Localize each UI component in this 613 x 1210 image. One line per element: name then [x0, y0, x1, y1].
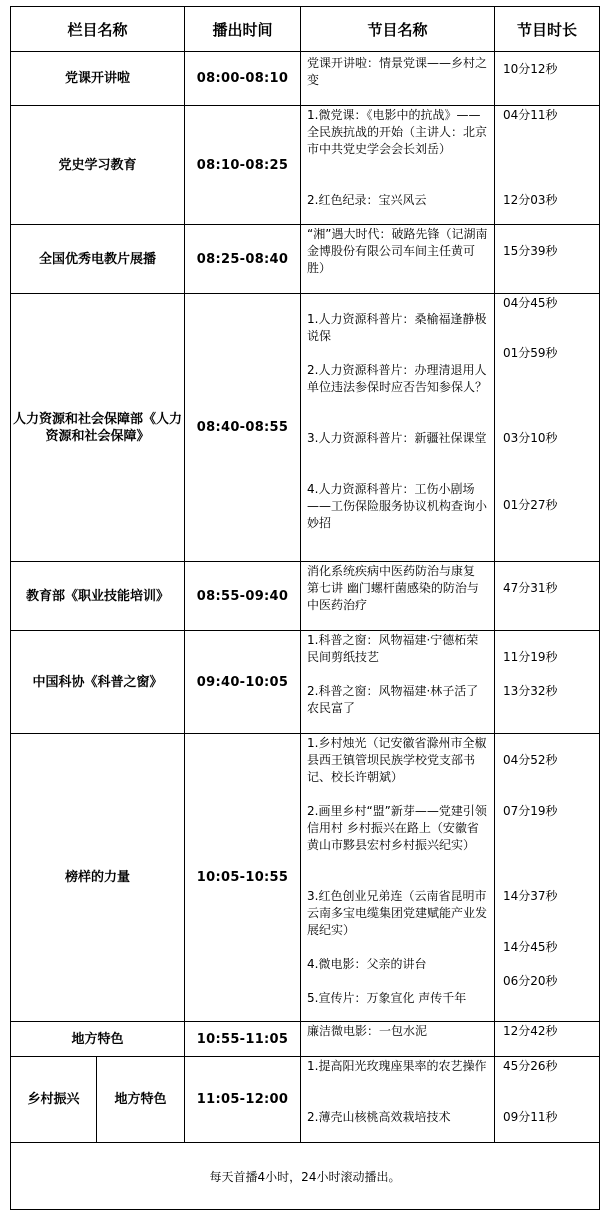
header-row	[11, 7, 600, 52]
program-cell	[301, 52, 495, 106]
program-name: 5.宣传片：万象宣化 声传千年	[307, 991, 467, 1005]
duration-cell	[495, 225, 600, 294]
program-name: 1.提高阳光玫瑰座果率的农艺操作	[307, 1059, 487, 1073]
program-duration: 45分26秒	[503, 1059, 558, 1073]
table-row	[11, 294, 600, 562]
program-duration: 03分10秒	[503, 431, 558, 445]
header-column-name: 栏目名称	[11, 7, 185, 52]
program-name: 2.红色纪录：宝兴风云	[307, 193, 427, 207]
program-cell	[301, 1057, 495, 1143]
air-time: 08:40-08:55	[185, 294, 301, 562]
program-name: 2.薄壳山核桃高效栽培技术	[307, 1110, 451, 1124]
program-cell	[301, 294, 495, 562]
air-time: 10:55-11:05	[185, 1022, 301, 1057]
program-duration: 01分59秒	[503, 346, 558, 360]
column-name: 教育部《职业技能培训》	[11, 562, 185, 631]
program-name: 1.科普之窗：风物福建·宁德柘荣民间剪纸技艺	[307, 633, 479, 664]
program-duration: 06分20秒	[503, 974, 558, 988]
column-name: 党课开讲啦	[11, 52, 185, 106]
air-time: 08:10-08:25	[185, 106, 301, 225]
program-name: 2.科普之窗：风物福建·林子活了 农民富了	[307, 684, 479, 715]
duration-cell	[495, 734, 600, 1022]
program-name: 2.画里乡村“盟”新芽——党建引领信用村 乡村振兴在路上（安徽省黄山市黟县宏村乡村振兴纪实）	[307, 804, 487, 852]
program-name: 1.乡村烛光（记安徽省滁州市全椒县西王镇管坝民族学校党支部书记、校长许朝斌）	[307, 736, 487, 784]
column-name: 乡村振兴	[11, 1057, 97, 1143]
footer-note: 每天首播4小时，24小时滚动播出。	[11, 1143, 600, 1210]
air-time: 08:25-08:40	[185, 225, 301, 294]
program-cell	[301, 1022, 495, 1057]
air-time: 11:05-12:00	[185, 1057, 301, 1143]
table-row	[11, 734, 600, 1022]
program-duration: 13分32秒	[503, 684, 558, 698]
program-duration: 10分12秒	[503, 62, 558, 76]
program-name: 1.微党课：《电影中的抗战》——全民族抗战的开始（主讲人：北京市中共党史学会会长刘岳）	[307, 108, 488, 156]
duration-cell	[495, 294, 600, 562]
program-name: 2.人力资源科普片：办理清退用人单位违法参保时应否告知参保人？	[307, 363, 488, 394]
program-name: 党课开讲啦：情景党课——乡村之变	[307, 56, 488, 87]
program-duration: 12分42秒	[503, 1024, 558, 1038]
table-row	[11, 631, 600, 734]
program-duration: 04分52秒	[503, 753, 558, 767]
program-duration: 04分11秒	[503, 108, 558, 122]
program-cell	[301, 734, 495, 1022]
program-duration: 01分27秒	[503, 498, 558, 512]
table-row	[11, 562, 600, 631]
program-name: 4.微电影：父亲的讲台	[307, 957, 427, 971]
program-duration: 14分37秒	[503, 889, 558, 903]
header-air-time: 播出时间	[185, 7, 301, 52]
table-row	[11, 1057, 600, 1143]
duration-cell	[495, 106, 600, 225]
program-name: “湘”遇大时代：破路先锋（记湖南金博股份有限公司车间主任黄可胜）	[307, 227, 488, 275]
duration-cell	[495, 1057, 600, 1143]
program-cell	[301, 631, 495, 734]
duration-cell	[495, 52, 600, 106]
table-row	[11, 52, 600, 106]
column-name: 全国优秀电教片展播	[11, 225, 185, 294]
column-name: 中国科协《科普之窗》	[11, 631, 185, 734]
program-name: 消化系统疾病中医药防治与康复 第七讲 幽门螺杆菌感染的防治与中医药治疗	[307, 564, 479, 612]
program-cell	[301, 106, 495, 225]
column-name: 党史学习教育	[11, 106, 185, 225]
program-name: 3.人力资源科普片：新疆社保课堂	[307, 431, 487, 445]
duration-cell	[495, 631, 600, 734]
program-duration: 09分11秒	[503, 1110, 558, 1124]
column-name: 榜样的力量	[11, 734, 185, 1022]
program-cell	[301, 225, 495, 294]
program-name: 1.人力资源科普片：桑榆福逢静极说保	[307, 312, 487, 343]
table-row	[11, 1022, 600, 1057]
program-duration: 07分19秒	[503, 804, 558, 818]
program-name: 4.人力资源科普片：工伤小剧场——工伤保险服务协议机构查询小妙招	[307, 482, 488, 530]
program-name: 廉洁微电影：一包水泥	[307, 1024, 428, 1038]
schedule-table	[10, 6, 600, 1210]
program-duration: 12分03秒	[503, 193, 558, 207]
program-duration: 47分31秒	[503, 581, 558, 595]
header-duration: 节目时长	[495, 7, 600, 52]
footer-row	[11, 1143, 600, 1210]
air-time: 10:05-10:55	[185, 734, 301, 1022]
column-name: 人力资源和社会保障部《人力资源和社会保障》	[11, 294, 185, 562]
program-name: 3.红色创业兄弟连（云南省昆明市云南多宝电缆集团党建赋能产业发展纪实）	[307, 889, 488, 937]
program-cell	[301, 562, 495, 631]
table-row	[11, 225, 600, 294]
program-duration: 15分39秒	[503, 244, 558, 258]
column-name: 地方特色	[11, 1022, 185, 1057]
duration-cell	[495, 1022, 600, 1057]
program-duration: 11分19秒	[503, 650, 558, 664]
air-time: 09:40-10:05	[185, 631, 301, 734]
air-time: 08:00-08:10	[185, 52, 301, 106]
program-duration: 04分45秒	[503, 296, 558, 310]
header-program-name: 节目名称	[301, 7, 495, 52]
column-subname: 地方特色	[97, 1057, 185, 1143]
program-duration: 14分45秒	[503, 940, 558, 954]
table-row	[11, 106, 600, 225]
air-time: 08:55-09:40	[185, 562, 301, 631]
duration-cell	[495, 562, 600, 631]
